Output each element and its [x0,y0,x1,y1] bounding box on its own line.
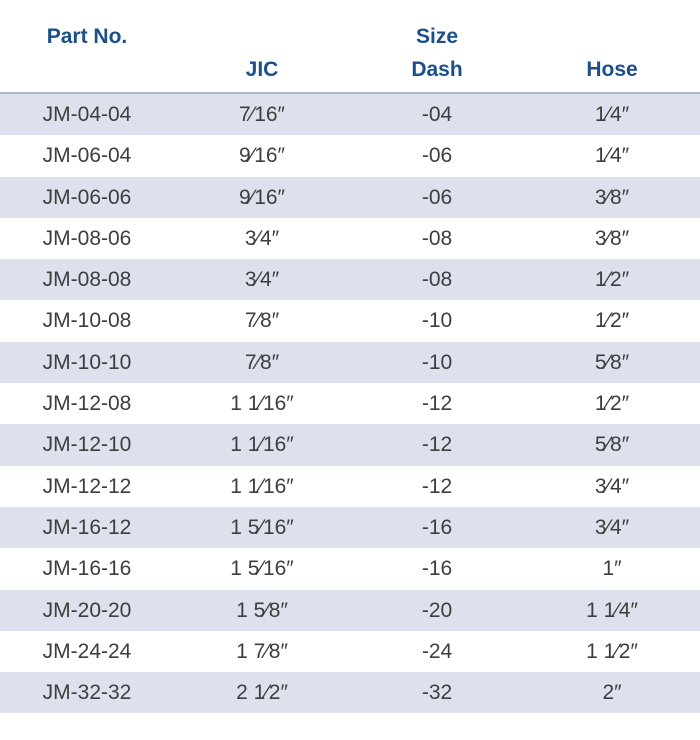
table-row [0,259,700,300]
jic-size-cell: 7⁄8″ [244,350,280,374]
hose-size-cell: 3⁄4″ [594,474,630,498]
part-number-cell: JM-06-06 [42,185,132,209]
table-row [0,218,700,259]
part-number-cell: JM-12-10 [42,433,132,457]
table-body [0,94,700,713]
dash-size-cell: -32 [421,681,453,705]
jic-size-cell: 1 1⁄16″ [230,433,294,457]
table-row [0,383,700,424]
table-row [0,548,700,589]
jic-size-cell: 1 5⁄16″ [230,557,294,581]
part-number-cell: JM-06-04 [42,144,132,168]
hose-size-cell: 5⁄8″ [594,350,630,374]
dash-size-cell: -16 [421,557,453,581]
dash-size-cell: -04 [421,103,453,126]
header-dash: Dash [411,58,463,81]
header-jic: JIC [245,58,279,81]
table-row [0,631,700,672]
part-number-cell: JM-04-04 [42,103,132,126]
header-part-no: Part No. [46,25,128,48]
hose-size-cell: 1⁄2″ [594,268,630,292]
jic-size-cell: 1 1⁄16″ [230,474,294,498]
dash-size-cell: -12 [421,433,453,457]
dash-size-cell: -08 [421,268,453,292]
part-number-cell: JM-16-16 [42,557,132,581]
jic-size-cell: 1 7⁄8″ [236,639,288,663]
part-number-cell: JM-12-12 [42,474,132,498]
table-header [0,0,700,91]
hose-size-cell: 3⁄8″ [594,226,630,250]
hose-size-cell: 1⁄4″ [594,103,630,126]
part-number-cell: JM-08-06 [42,226,132,250]
dash-size-cell: -08 [421,226,453,250]
hose-size-cell: 3⁄4″ [594,515,630,539]
part-number-cell: JM-10-10 [42,350,132,374]
jic-size-cell: 3⁄4″ [244,226,280,250]
dash-size-cell: -20 [421,598,453,622]
table-row [0,135,700,176]
hose-size-cell: 1⁄4″ [594,144,630,168]
hose-size-cell: 2″ [602,681,622,705]
table-row [0,590,700,631]
dash-size-cell: -16 [421,515,453,539]
dash-size-cell: -06 [421,185,453,209]
dash-size-cell: -12 [421,392,453,416]
dash-size-cell: -12 [421,474,453,498]
jic-size-cell: 7⁄8″ [244,309,280,333]
jic-size-cell: 2 1⁄2″ [236,681,288,705]
hose-size-cell: 3⁄8″ [594,185,630,209]
part-number-cell: JM-12-08 [42,392,132,416]
table-row [0,342,700,383]
part-number-cell: JM-32-32 [42,681,132,705]
table-row [0,94,700,135]
dash-size-cell: -10 [421,350,453,374]
jic-size-cell: 1 5⁄8″ [236,598,288,622]
table-row [0,466,700,507]
part-number-cell: JM-24-24 [42,639,132,663]
table-row [0,672,700,713]
jic-size-cell: 1 5⁄16″ [230,515,294,539]
header-hose: Hose [586,58,638,81]
part-number-cell: JM-20-20 [42,598,132,622]
table-row [0,177,700,218]
hose-size-cell: 5⁄8″ [594,433,630,457]
part-number-cell: JM-16-12 [42,515,132,539]
table-row [0,300,700,341]
table-row [0,424,700,465]
dash-size-cell: -24 [421,639,453,663]
jic-size-cell: 1 1⁄16″ [230,392,294,416]
dash-size-cell: -10 [421,309,453,333]
hose-size-cell: 1 1⁄4″ [586,598,638,622]
jic-size-cell: 3⁄4″ [244,268,280,292]
jic-size-cell: 9⁄16″ [239,144,285,168]
hose-size-cell: 1⁄2″ [594,309,630,333]
part-number-cell: JM-08-08 [42,268,132,292]
jic-size-cell: 7⁄16″ [239,103,285,126]
jic-size-cell: 9⁄16″ [239,185,285,209]
hose-size-cell: 1 1⁄2″ [586,639,638,663]
dash-size-cell: -06 [421,144,453,168]
hose-size-cell: 1⁄2″ [594,392,630,416]
hose-size-cell: 1″ [602,557,622,581]
part-number-cell: JM-10-08 [42,309,132,333]
table-row [0,507,700,548]
header-size: Size [415,25,459,48]
